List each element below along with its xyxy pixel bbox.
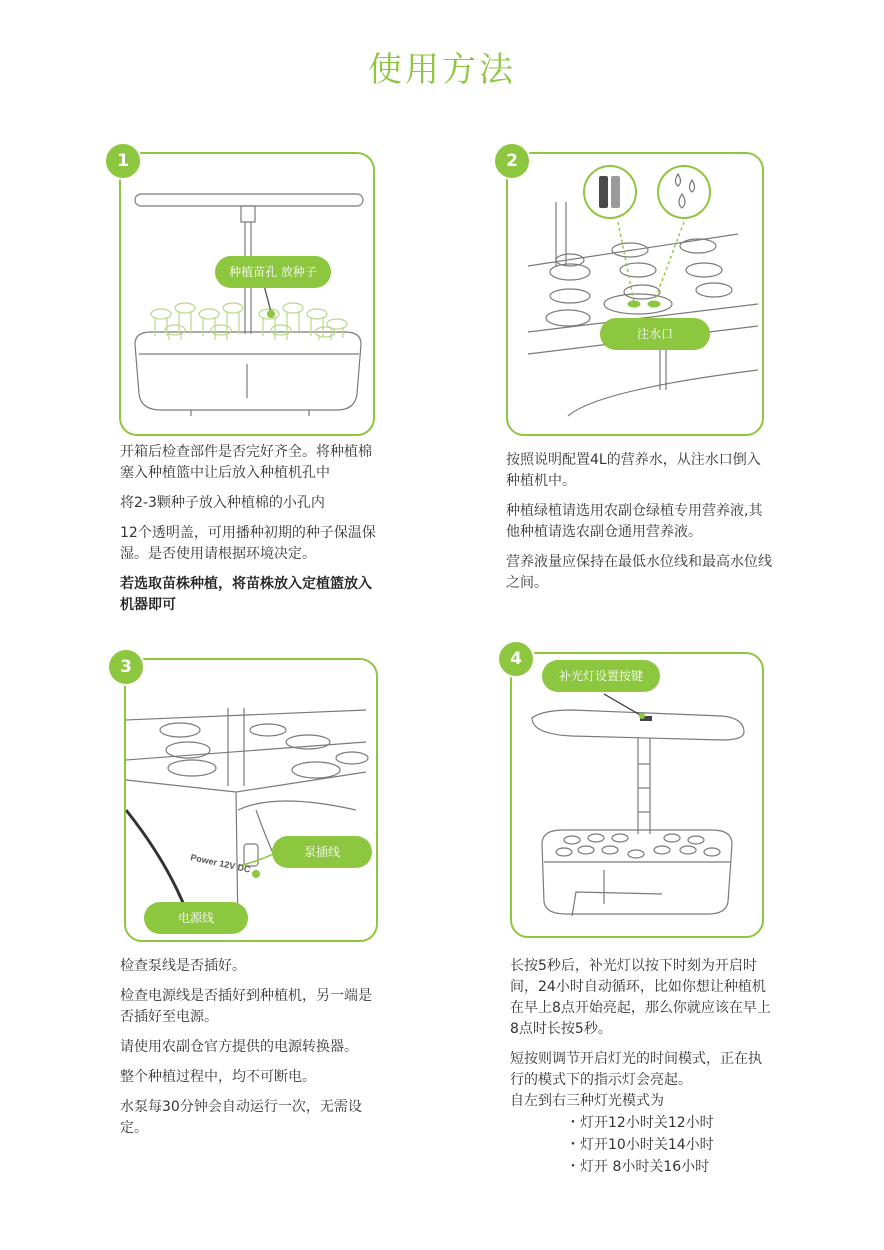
light-mode-item: ・灯开 8小时关16小时 bbox=[566, 1159, 710, 1175]
step-2-paragraph: 按照说明配置4L的营养水，从注水口倒入种植机中。 bbox=[506, 452, 761, 489]
light-mode-item: ・灯开10小时关14小时 bbox=[566, 1137, 714, 1153]
nutrient-bottles-icon bbox=[584, 166, 636, 218]
step-3-paragraph: 检查电源线是否插好到种植机，另一端是否插好至电源。 bbox=[120, 988, 372, 1025]
step-2-illustration bbox=[506, 152, 764, 436]
step-1-instructions bbox=[120, 442, 380, 625]
planter-with-seed-pods-drawing bbox=[121, 154, 373, 434]
step-2-paragraph: 种植绿植请选用农副仓绿植专用营养液,其他种植请选农副仓通用营养液。 bbox=[506, 503, 763, 540]
step-1-illustration bbox=[119, 152, 375, 436]
light-mode-item: ・灯开12小时关12小时 bbox=[566, 1115, 714, 1131]
step-4-paragraph: 短按则调节开启灯光的时间模式，正在执行的模式下的指示灯会亮起。 bbox=[510, 1051, 762, 1088]
water-inlet-drawing bbox=[508, 154, 762, 434]
step-3-instructions bbox=[120, 956, 380, 1148]
step-4-instructions bbox=[510, 956, 772, 1178]
grow-light-button-drawing bbox=[512, 654, 762, 936]
step-3-paragraph: 请使用农副仓官方提供的电源转换器。 bbox=[120, 1039, 358, 1055]
step-3-callout-power-cable: 电源线 bbox=[144, 902, 248, 934]
step-4-paragraph: 长按5秒后，补光灯以按下时刻为开启时间，24小时自动循环，比如你想让种植机在早上8点开始亮起，那么你就应该在早上8点时长按5秒。 bbox=[510, 958, 771, 1037]
step-2-paragraph: 营养液量应保持在最低水位线和最高水位线之间。 bbox=[506, 554, 772, 591]
water-drops-icon bbox=[658, 166, 710, 218]
step-2-callout-water-inlet: 注水口 bbox=[600, 318, 710, 350]
step-4-illustration bbox=[510, 652, 764, 938]
page-title: 使用方法 bbox=[368, 50, 516, 90]
step-1-number: 1 bbox=[104, 142, 142, 180]
step-2-instructions bbox=[506, 450, 774, 603]
step-2-number: 2 bbox=[493, 142, 531, 180]
step-3-illustration bbox=[124, 658, 378, 942]
step-3-number: 3 bbox=[107, 648, 145, 686]
step-4-list-intro: 自左到右三种灯光模式为 bbox=[510, 1093, 664, 1109]
step-1-paragraph: 将2-3颗种子放入种植棉的小孔内 bbox=[120, 495, 325, 511]
step-1-paragraph: 12个透明盖，可用播种初期的种子保温保湿。是否使用请根据环境决定。 bbox=[120, 525, 376, 562]
step-4-callout-light-button: 补光灯设置按键 bbox=[542, 660, 660, 692]
power-port-label: Power 12V DC bbox=[189, 852, 252, 875]
light-mode-list bbox=[510, 1112, 772, 1178]
step-3-callout-pump-cable: 泵插线 bbox=[272, 836, 372, 868]
step-3-paragraph: 水泵每30分钟会自动运行一次，无需设定。 bbox=[120, 1099, 362, 1136]
step-1-callout-seed-hole: 种植苗孔 放种子 bbox=[215, 256, 331, 288]
step-3-paragraph: 整个种植过程中，均不可断电。 bbox=[120, 1069, 316, 1085]
power-and-pump-cable-drawing bbox=[126, 660, 376, 940]
step-4-number: 4 bbox=[497, 640, 535, 678]
step-1-bold-note: 若选取苗株种植，将苗株放入定植篮放入机器即可 bbox=[120, 576, 372, 613]
step-3-paragraph: 检查泵线是否插好。 bbox=[120, 958, 246, 974]
step-1-paragraph: 开箱后检查部件是否完好齐全。将种植棉塞入种植篮中让后放入种植机孔中 bbox=[120, 444, 372, 481]
